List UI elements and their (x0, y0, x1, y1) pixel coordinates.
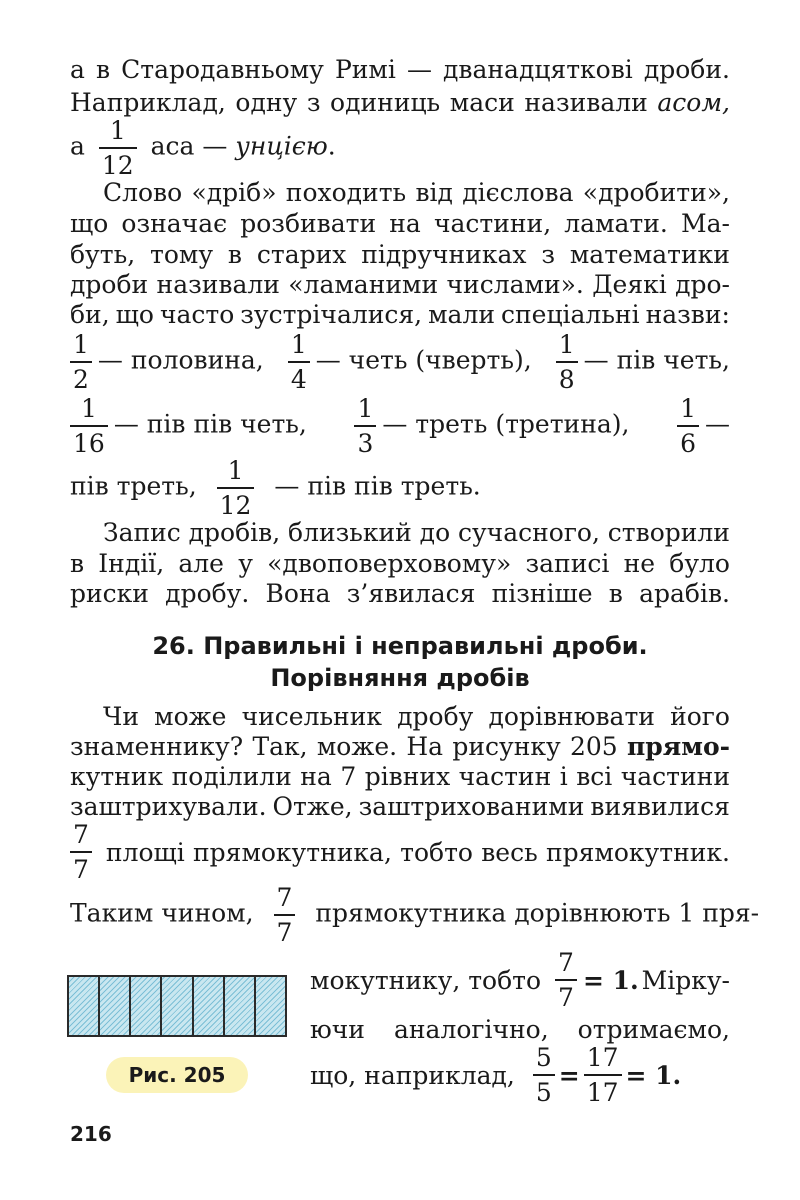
word: Отже, (272, 792, 353, 821)
word: математики (569, 240, 730, 269)
term-unciyeyu: унцією (235, 131, 328, 161)
word: спеціальні (501, 300, 640, 329)
word: але (178, 549, 224, 578)
rect-cell (256, 977, 285, 1035)
word: — (406, 55, 432, 84)
word: рисунку (452, 732, 561, 761)
rect-cell (131, 977, 162, 1035)
word: дробу (397, 702, 474, 731)
word: риски (70, 579, 149, 608)
p4-line-5 (70, 822, 730, 882)
word: Чи (103, 702, 139, 731)
word: в (70, 549, 85, 578)
word: дроби (70, 270, 149, 299)
word: площі (105, 837, 185, 867)
word: Наприклад, (70, 88, 226, 117)
p3-line-1 (103, 518, 730, 548)
rect-cell (69, 977, 100, 1035)
word: Слово (103, 178, 183, 207)
word: 205 (570, 732, 618, 761)
word: Стародавньому (121, 55, 324, 84)
word: може (154, 702, 227, 731)
p2-line-1 (103, 178, 730, 208)
word: чисельник (241, 702, 383, 731)
word: створили (607, 518, 730, 547)
word: отримаємо, (577, 1015, 730, 1044)
word: Римі (334, 55, 396, 84)
word: з (306, 88, 321, 117)
p3-line-3 (70, 579, 730, 609)
word: не (623, 549, 656, 578)
figure-205-rectangle (67, 975, 287, 1037)
word: «двоповерховому» (267, 549, 512, 578)
word: близький (288, 518, 412, 547)
word: прямокутника, (193, 837, 392, 867)
word: що (115, 300, 154, 329)
word: часто (159, 300, 235, 329)
word: ючи (310, 1015, 365, 1044)
rect-cell (162, 977, 193, 1035)
word: зустрічалися, (240, 300, 423, 329)
section-title-line-2: Порівняння дробів (270, 664, 530, 692)
word: у (238, 549, 253, 578)
word: на (389, 209, 421, 238)
word: Ма- (681, 209, 730, 238)
word: одну (235, 88, 298, 117)
word: назви: (645, 300, 730, 329)
p4-line-4 (70, 792, 730, 822)
word: маси (449, 88, 515, 117)
p4-line-6: Таким чином, $\frac{7}{7}$ прямокутника дорівнюють 1 пря- (70, 883, 760, 947)
term-asom: асом, (657, 88, 730, 117)
word: ламати. (564, 209, 668, 238)
word: числами». (446, 270, 584, 299)
fraction-17-17: $\frac{17}{17}$ (584, 1045, 622, 1105)
history-line-2 (70, 88, 730, 118)
p2-line-4 (70, 270, 730, 300)
word: буть, (70, 240, 136, 269)
rect-cell (194, 977, 225, 1035)
rect-cell (100, 977, 131, 1035)
word: до (419, 518, 451, 547)
word: частини, (433, 209, 552, 238)
p4-line-2 (70, 732, 730, 762)
word: розбивати (240, 209, 377, 238)
word: в (608, 579, 623, 608)
word: прямо- (626, 732, 730, 761)
word: від (415, 178, 453, 207)
word: було (669, 549, 730, 578)
word: «дріб» (191, 178, 277, 207)
word: Деякі (592, 270, 667, 299)
word: що (70, 209, 109, 238)
word: «дробити», (582, 178, 730, 207)
p4-line-8 (310, 1015, 730, 1045)
word: арабів. (639, 579, 730, 608)
word: заштрихували. (70, 792, 267, 821)
word: 7 (340, 762, 357, 791)
p4-line-7: мокутнику, тобто $\frac{7}{7}$ = 1. Мірку- (310, 948, 730, 1012)
word: весь (481, 837, 538, 867)
word: виявилися (590, 792, 730, 821)
word: дорівнювати (488, 702, 655, 731)
word: мали (428, 300, 496, 329)
word: в (95, 55, 111, 84)
word: підручниках (361, 240, 527, 269)
word: дробу. (165, 579, 250, 608)
word: може. (316, 732, 398, 761)
word: і (559, 762, 568, 791)
p2-line-2 (70, 209, 730, 239)
rect-cell (225, 977, 256, 1035)
word: дроби. (643, 55, 730, 84)
word: Вона (265, 579, 331, 608)
word: тому (150, 240, 214, 269)
word: Запис (103, 518, 181, 547)
word: дро- (675, 270, 730, 299)
word: називали (156, 270, 280, 299)
p4-line-3 (70, 762, 730, 792)
fraction-1-12: $\frac{1}{12}$ (99, 118, 137, 178)
word: тобто (400, 837, 473, 867)
word: дієслова (462, 178, 574, 207)
word: рівних (364, 762, 451, 791)
word: поділили (171, 762, 292, 791)
word: одиниць (330, 88, 441, 117)
fraction-7-7-c: $\frac{7}{7}$ (555, 950, 577, 1010)
word: заштрихованими (358, 792, 585, 821)
p3-line-2 (70, 549, 730, 579)
word: з’явилася (346, 579, 476, 608)
word: частин (458, 762, 552, 791)
fraction-7-7-a: $\frac{7}{7}$ (70, 822, 92, 882)
p4-line-1 (103, 702, 730, 732)
word: дробів, (188, 518, 281, 547)
section-title-line-1: 26. Правильні і неправильні дроби. (152, 632, 648, 660)
fraction-5-5: $\frac{5}{5}$ (533, 1045, 555, 1105)
word: записі (525, 549, 610, 578)
word: Так, (252, 732, 308, 761)
history-line-1 (70, 55, 730, 85)
word: а (70, 55, 85, 84)
word: старих (256, 240, 347, 269)
figure-205-label: Рис. 205 (106, 1057, 248, 1093)
word: означає (121, 209, 228, 238)
word: на (300, 762, 332, 791)
word: дванадцяткові (443, 55, 633, 84)
page-number: 216 (70, 1122, 112, 1146)
word: кутник (70, 762, 164, 791)
word: всі (576, 762, 613, 791)
word: частини (620, 762, 730, 791)
word: з (541, 240, 555, 269)
word: походить (285, 178, 407, 207)
word: аналогічно, (393, 1015, 549, 1044)
word: знаменнику? (70, 732, 244, 761)
p4-line-9: що, наприклад, $\frac{5}{5}$ = $\frac{17}{17}$ = 1. (310, 1043, 682, 1107)
word: пізніше (491, 579, 593, 608)
word: Індії, (98, 549, 165, 578)
fraction-names-row-1: $\frac{1}{2}$ — половина, $\frac{1}{4}$ — четь (чверть), $\frac{1}{8}$ — пів четь, (70, 332, 730, 392)
word: в (227, 240, 242, 269)
word: «ламаними (288, 270, 439, 299)
word: би, (70, 300, 110, 329)
fraction-7-7-b: $\frac{7}{7}$ (274, 885, 296, 945)
fraction-names-row-3: пів треть, $\frac{1}{12}$ — пів пів треть. (70, 456, 481, 520)
word: називали (524, 88, 648, 117)
fraction-names-row-2: $\frac{1}{16}$ — пів пів четь, $\frac{1}{3}$ — треть (третина), $\frac{1}{6}$ — (70, 396, 730, 456)
word: його (670, 702, 730, 731)
word: прямокутник. (545, 837, 730, 867)
p2-line-5 (70, 300, 730, 330)
p2-line-3 (70, 240, 730, 270)
word: На (406, 732, 444, 761)
word: сучасного, (457, 518, 600, 547)
history-line-3: а $\frac{1}{12}$ аса — унцією. (70, 116, 336, 180)
